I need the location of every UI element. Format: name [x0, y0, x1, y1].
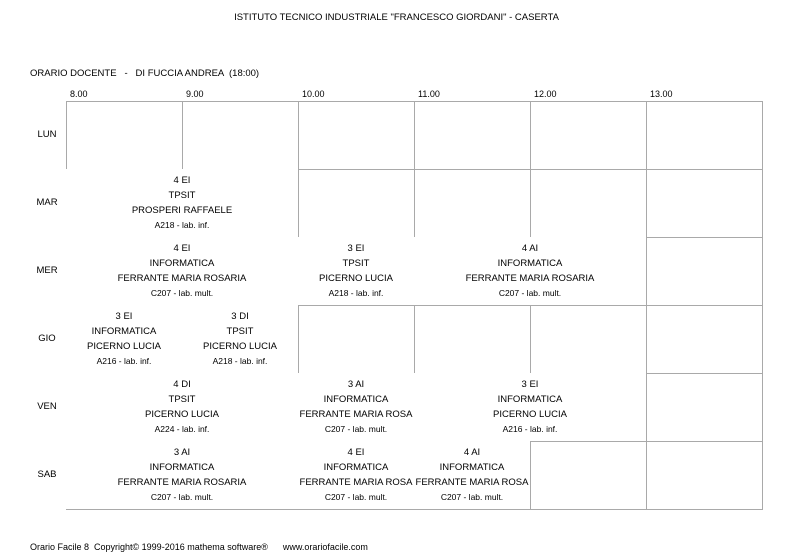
lesson-subject: INFORMATICA: [323, 394, 389, 405]
hour-label: 13.00: [650, 89, 673, 99]
timetable-cell: [646, 169, 763, 238]
timetable-cell: [646, 237, 763, 306]
lesson-block: [298, 237, 415, 306]
lesson-subject: INFORMATICA: [91, 326, 157, 337]
lesson-class: 3 EI: [347, 243, 365, 254]
lesson-block: [298, 441, 415, 510]
timetable-cell: [530, 305, 647, 374]
lesson-block: [414, 441, 531, 510]
lesson-room: C207 - lab. mult.: [150, 288, 214, 298]
timetable-cell: [414, 169, 531, 238]
lesson-block: [298, 373, 415, 442]
timetable-cell: [530, 101, 647, 170]
lesson-room: C207 - lab. mult.: [498, 288, 562, 298]
lesson-block: [66, 305, 183, 374]
lesson-block: [66, 169, 299, 238]
day-label-lun: LUN: [37, 129, 57, 140]
lesson-class: 3 EI: [521, 379, 539, 390]
day-label-mer: MER: [36, 265, 58, 276]
hour-label: 10.00: [302, 89, 325, 99]
lesson-teacher: PICERNO LUCIA: [493, 409, 567, 420]
lesson-subject: TPSIT: [342, 258, 370, 269]
lesson-room: C207 - lab. mult.: [324, 492, 388, 502]
timetable-cell: [66, 101, 183, 170]
timetable-cell: [182, 101, 299, 170]
lesson-room: A218 - lab. inf.: [154, 220, 210, 230]
lesson-block: [66, 237, 299, 306]
day-label-gio: GIO: [38, 333, 56, 344]
timetable-cell: [414, 101, 531, 170]
lesson-teacher: PICERNO LUCIA: [319, 273, 393, 284]
lesson-subject: TPSIT: [226, 326, 254, 337]
lesson-teacher: PROSPERI RAFFAELE: [131, 205, 233, 216]
lesson-class: 4 AI: [521, 243, 539, 254]
lesson-class: 4 AI: [463, 447, 481, 458]
lesson-block: [66, 441, 299, 510]
teacher-schedule-title: ORARIO DOCENTE - DI FUCCIA ANDREA (18:00): [30, 68, 260, 79]
lesson-room: A224 - lab. inf.: [154, 424, 210, 434]
day-label-sab: SAB: [37, 469, 57, 480]
lesson-teacher: PICERNO LUCIA: [203, 341, 277, 352]
lesson-teacher: PICERNO LUCIA: [145, 409, 219, 420]
day-label-ven: VEN: [37, 401, 57, 412]
lesson-teacher: FERRANTE MARIA ROSA: [299, 409, 413, 420]
lesson-class: 4 EI: [173, 175, 191, 186]
lesson-block: [182, 305, 299, 374]
lesson-class: 3 EI: [115, 311, 133, 322]
lesson-room: C207 - lab. mult.: [324, 424, 388, 434]
day-label-mar: MAR: [36, 197, 58, 208]
footer-copyright: Orario Facile 8 Copyright© 1999-2016 mathema software® www.orariofacile.com: [30, 542, 368, 552]
hour-label: 11.00: [418, 89, 440, 99]
lesson-subject: TPSIT: [168, 190, 196, 201]
lesson-class: 4 EI: [173, 243, 191, 254]
timetable-cell: [530, 169, 647, 238]
lesson-class: 3 AI: [347, 379, 365, 390]
lesson-class: 4 EI: [347, 447, 365, 458]
lesson-room: A218 - lab. inf.: [212, 356, 268, 366]
timetable-cell: [414, 305, 531, 374]
timetable-cell: [298, 169, 415, 238]
lesson-subject: INFORMATICA: [323, 462, 389, 473]
lesson-block: [66, 373, 299, 442]
timetable-cell: [646, 373, 763, 442]
lesson-room: C207 - lab. mult.: [150, 492, 214, 502]
lesson-teacher: FERRANTE MARIA ROSARIA: [117, 273, 247, 284]
lesson-teacher: PICERNO LUCIA: [87, 341, 161, 352]
lesson-class: 3 DI: [231, 311, 249, 322]
lesson-subject: INFORMATICA: [149, 462, 215, 473]
timetable-cell: [646, 101, 763, 170]
lesson-block: [414, 237, 647, 306]
lesson-subject: INFORMATICA: [497, 258, 563, 269]
lesson-class: 3 AI: [173, 447, 191, 458]
lesson-subject: TPSIT: [168, 394, 196, 405]
lesson-room: C207 - lab. mult.: [440, 492, 504, 502]
lesson-teacher: FERRANTE MARIA ROSARIA: [465, 273, 595, 284]
timetable-cell: [530, 441, 647, 510]
lesson-block: [414, 373, 647, 442]
hour-label: 8.00: [70, 89, 88, 99]
lesson-subject: INFORMATICA: [149, 258, 215, 269]
lesson-class: 4 DI: [173, 379, 191, 390]
lesson-teacher: FERRANTE MARIA ROSA: [415, 477, 529, 488]
timetable-cell: [646, 441, 763, 510]
lesson-room: A216 - lab. inf.: [502, 424, 558, 434]
timetable-grid: [66, 101, 762, 508]
hour-label: 9.00: [186, 89, 204, 99]
lesson-teacher: FERRANTE MARIA ROSARIA: [117, 477, 247, 488]
timetable-cell: [298, 305, 415, 374]
lesson-subject: INFORMATICA: [439, 462, 505, 473]
lesson-room: A216 - lab. inf.: [96, 356, 152, 366]
school-title: ISTITUTO TECNICO INDUSTRIALE "FRANCESCO GIORDANI" - CASERTA: [234, 12, 559, 23]
lesson-teacher: FERRANTE MARIA ROSA: [299, 477, 413, 488]
lesson-room: A218 - lab. inf.: [328, 288, 384, 298]
timetable-cell: [298, 101, 415, 170]
hour-label: 12.00: [534, 89, 557, 99]
lesson-subject: INFORMATICA: [497, 394, 563, 405]
timetable-cell: [646, 305, 763, 374]
